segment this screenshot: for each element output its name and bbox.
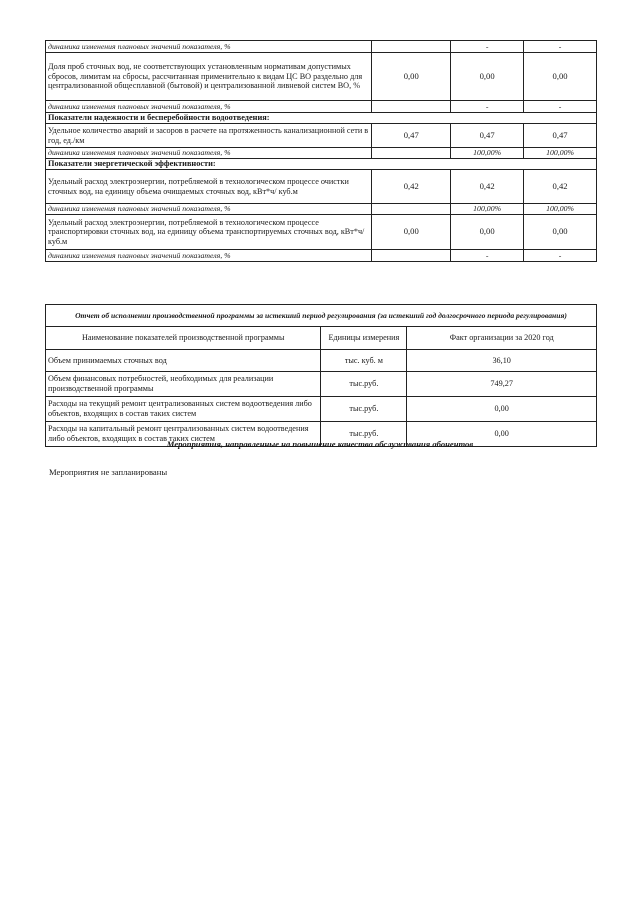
- indicator-value-v3: 0,42: [524, 170, 597, 204]
- indicator-value-v2: 100,00%: [451, 204, 524, 215]
- indicator-value-v1: 0,00: [372, 215, 451, 250]
- indicator-row: [46, 215, 597, 250]
- measures-heading: Мероприятия, направленные на повышение качества обслуживания абонентов: [166, 439, 474, 449]
- column-header-unit: Единицы измерения: [321, 327, 407, 350]
- report-row-name: Объем принимаемых сточных вод: [46, 350, 321, 372]
- indicator-row: [46, 250, 597, 262]
- indicator-value-v3: 0,00: [524, 215, 597, 250]
- report-row-name: Расходы на текущий ремонт централизованных систем водоотведения либо объектов, входящих в состав таких систем: [46, 397, 321, 422]
- indicator-label: Удельный расход электроэнергии, потребляемой в технологическом процессе транспортировки сточных вод, на единицу объема транспортируемых сточных вод, кВт*ч/ куб.м: [46, 215, 372, 250]
- indicator-row: [46, 113, 597, 124]
- indicator-row: [46, 170, 597, 204]
- report-row-fact: 0,00: [407, 422, 597, 447]
- indicator-value-v1: [372, 204, 451, 215]
- report-row: [46, 397, 597, 422]
- report-row-fact: 36,10: [407, 350, 597, 372]
- report-row-unit: тыс.руб.: [321, 397, 407, 422]
- indicator-value-v2: -: [451, 250, 524, 262]
- indicator-value-v1: [372, 101, 451, 113]
- report-row-unit: тыс.руб.: [321, 372, 407, 397]
- report-row-unit: тыс. куб. м: [321, 350, 407, 372]
- indicator-value-v2: 100,00%: [451, 148, 524, 159]
- indicator-row: [46, 101, 597, 113]
- indicator-value-v3: -: [524, 250, 597, 262]
- indicator-value-v3: -: [524, 101, 597, 113]
- indicator-value-v2: 0,47: [451, 124, 524, 148]
- indicator-value-v2: 0,42: [451, 170, 524, 204]
- indicator-value-v3: 100,00%: [524, 148, 597, 159]
- measures-text: Мероприятия не запланированы: [49, 467, 168, 477]
- dynamics-label: динамика изменения плановых значений показателя, %: [46, 101, 372, 113]
- indicator-value-v1: 0,00: [372, 53, 451, 101]
- indicator-value-v1: [372, 41, 451, 53]
- indicator-value-v2: 0,00: [451, 53, 524, 101]
- column-header-name: Наименование показателей производственной программы: [46, 327, 321, 350]
- indicator-row: [46, 53, 597, 101]
- column-header-fact: Факт организации за 2020 год: [407, 327, 597, 350]
- indicator-value-v2: -: [451, 101, 524, 113]
- indicator-value-v1: [372, 250, 451, 262]
- dynamics-label: динамика изменения плановых значений показателя, %: [46, 250, 372, 262]
- program-report-table: [45, 304, 597, 447]
- report-row-fact: 749,27: [407, 372, 597, 397]
- section-header: Показатели энергетической эффективности:: [46, 159, 597, 170]
- indicator-row: [46, 204, 597, 215]
- report-row: [46, 350, 597, 372]
- section-header: Показатели надежности и бесперебойности водоотведения:: [46, 113, 597, 124]
- indicator-value-v1: [372, 148, 451, 159]
- indicator-value-v1: 0,47: [372, 124, 451, 148]
- report-row: [46, 372, 597, 397]
- indicator-row: [46, 124, 597, 148]
- dynamics-label: динамика изменения плановых значений показателя, %: [46, 41, 372, 53]
- dynamics-label: динамика изменения плановых значений показателя, %: [46, 204, 372, 215]
- indicator-value-v3: -: [524, 41, 597, 53]
- indicator-label: Доля проб сточных вод, не соответствующих установленным нормативам допустимых сбросов, лимитам на сбросы, рассчитанная применительно к видам ЦС ВО раздельно для централизованной общесплавной (бытовой) и централизованной ливневой систем ВО, %: [46, 53, 372, 101]
- indicator-row: [46, 41, 597, 53]
- indicator-row: [46, 159, 597, 170]
- indicator-value-v2: 0,00: [451, 215, 524, 250]
- report-row-unit: тыс.руб.: [321, 422, 407, 447]
- report-row-fact: 0,00: [407, 397, 597, 422]
- indicator-row: [46, 148, 597, 159]
- dynamics-label: динамика изменения плановых значений показателя, %: [46, 148, 372, 159]
- indicator-label: Удельное количество аварий и засоров в расчете на протяженность канализационной сети в год, ед./км: [46, 124, 372, 148]
- report-row-name: Объем финансовых потребностей, необходимых для реализации производственной программы: [46, 372, 321, 397]
- indicator-value-v3: 0,00: [524, 53, 597, 101]
- indicator-value-v1: 0,42: [372, 170, 451, 204]
- report-title: Отчет об исполнении производственной программы за истекший период регулирования (за истекший год долгосрочного периода регулирования): [46, 305, 597, 327]
- indicators-table: [45, 40, 597, 262]
- report-row-name: Расходы на капитальный ремонт централизованных систем водоотведения либо объектов, входящих в состав таких систем: [46, 422, 321, 447]
- indicator-label: Удельный расход электроэнергии, потребляемой в технологическом процессе очистки сточных вод, на единицу объема очищаемых сточных вод, кВт*ч/ куб.м: [46, 170, 372, 204]
- indicator-value-v3: 0,47: [524, 124, 597, 148]
- indicator-value-v2: -: [451, 41, 524, 53]
- indicator-value-v3: 100,00%: [524, 204, 597, 215]
